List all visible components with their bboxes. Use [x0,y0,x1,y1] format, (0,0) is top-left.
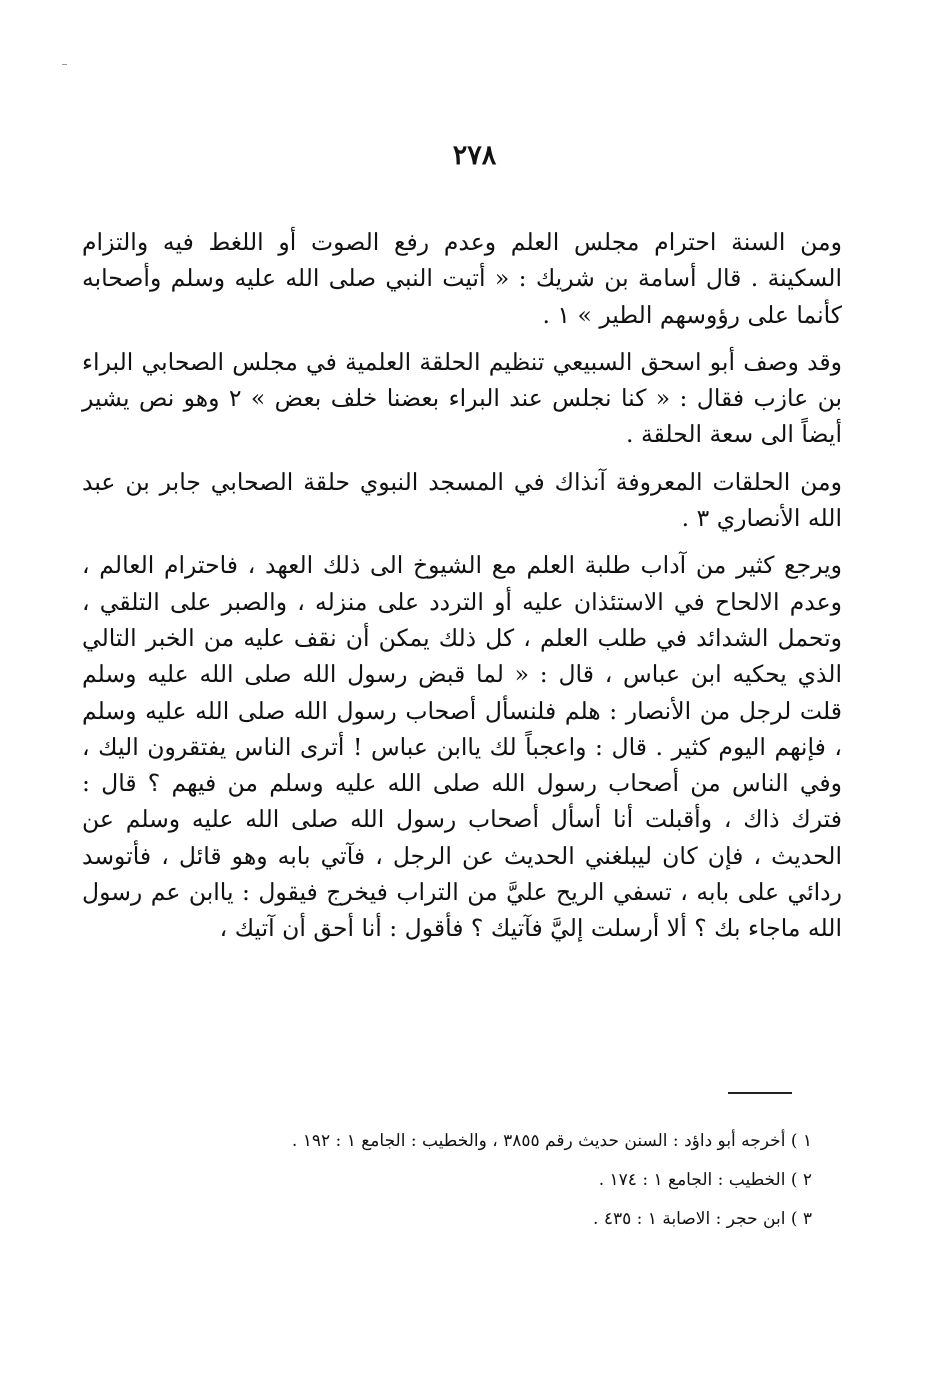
paragraph-silence-in-study-circle: ومن السنة احترام مجلس العلم وعدم رفع الصوت أو اللغط فيه والتزام السكينة . قال أسامة بن شريك : « أتيت النبي صلى الله عليه وسلم وأصحابه كأنما على رؤوسهم الطير » ١ . [82,228,842,329]
footnote-2: ٢ ) الخطيب : الجامع ١ : ١٧٤ . [598,1170,812,1190]
paragraph-known-circles: ومن الحلقات المعروفة آنذاك في المسجد النبوي حلقة الصحابي جابر بن عبد الله الأنصاري ٣ . [82,467,842,533]
footnotes [82,1122,812,1239]
main-text [82,224,842,958]
scan-speck [62,64,67,65]
footnote-1: ١ ) أخرجه أبو داؤد : السنن حديث رقم ٣٨٥٥ ، والخطيب : الجامع ١ : ١٩٢ . [291,1131,812,1151]
footnote-3: ٣ ) ابن حجر : الاصابة ١ : ٤٣٥ . [593,1209,812,1229]
paragraph-student-etiquette: ويرجع كثير من آداب طلبة العلم مع الشيوخ الى ذلك العهد ، فاحترام العالم ، وعدم الالحاح في الاستئذان عليه أو التردد على منزله ، والصبر على التلقي ، وتحمل الشدائد في طلب العلم ، كل ذلك يمكن أن نقف عليه من الخبر التالي الذي يحكيه ابن عباس ، قال : « لما قبض رسول الله صلى الله عليه وسلم قلت لرجل من الأنصار : هلم فلنسأل أصحاب رسول الله صلى الله عليه وسلم ، فإنهم اليوم كثير . قال : واعجباً لك ياابن عباس ! أترى الناس يفتقرون اليك ، وفي الناس من أصحاب رسول الله صلى الله عليه وسلم من فيهم ؟ قال : فترك ذاك ، وأقبلت أنا أسأل أصحاب رسول الله صلى الله عليه وسلم عن الحديث ، فإن كان ليبلغني الحديث عن الرجل ، فآتي بابه وهو قائل ، فأتوسد ردائي على بابه ، تسفي الريح عليَّ من التراب فيخرج فيقول : ياابن عم رسول الله ماجاء بك ؟ ألا أرسلت إليَّ فآتيك ؟ فأقول : أنا أحق أن آتيك ، [82,551,842,943]
page-number: ٢٧٨ [452,140,497,171]
paragraph-circle-organization: وقد وصف أبو اسحق السبيعي تنظيم الحلقة العلمية في مجلس الصحابي البراء بن عازب فقال : « كنا نجلس عند البراء بعضنا خلف بعض » ٢ وهو نص يشير أيضاً الى سعة الحلقة . [82,347,842,449]
footnote-separator [728,1092,792,1094]
